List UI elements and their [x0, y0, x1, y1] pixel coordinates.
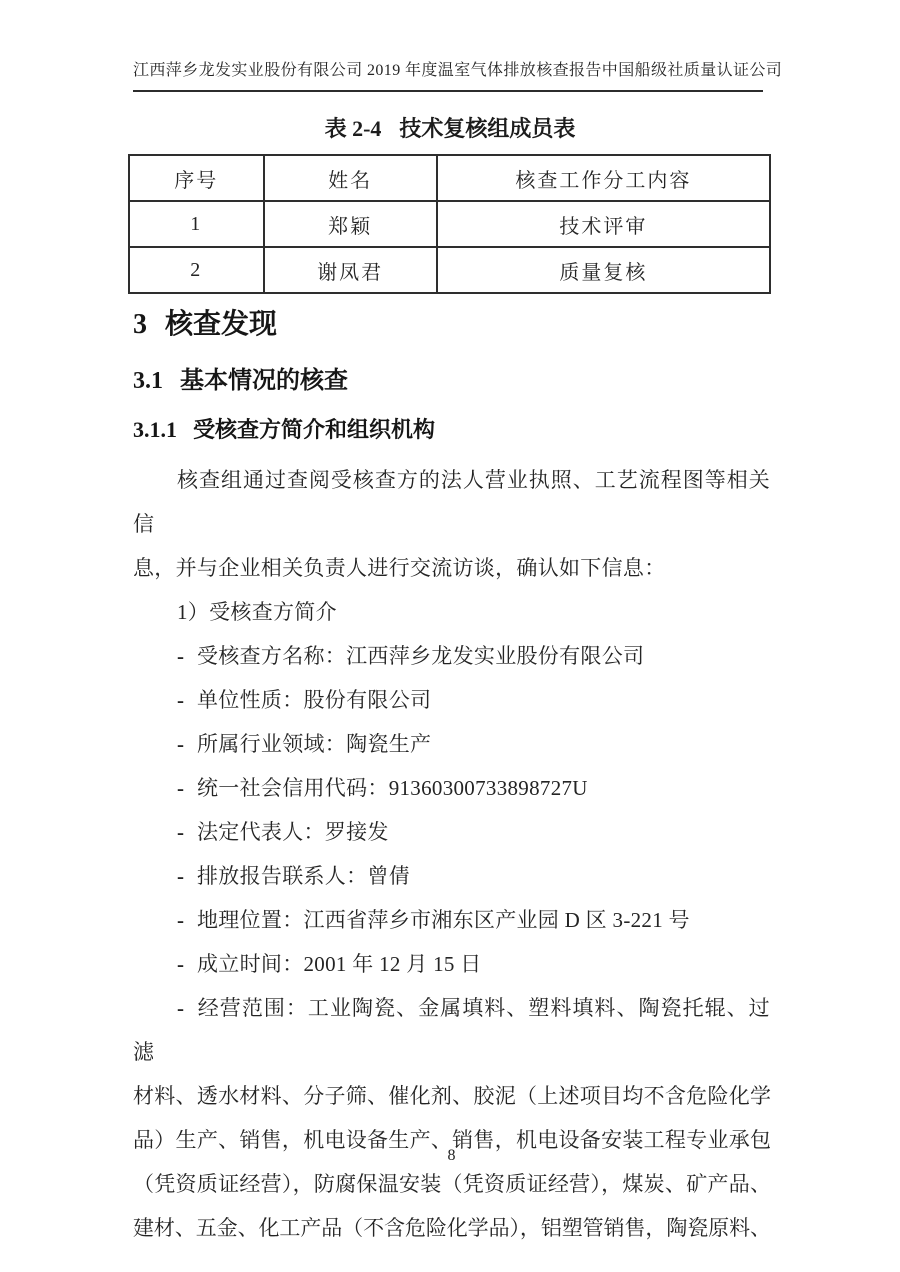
- list-item: - 成立时间：2001 年 12 月 15 日: [133, 942, 770, 986]
- dash-bullet-icon: -: [177, 908, 184, 932]
- paragraph-line: 品）生产、销售，机电设备生产、销售，机电设备安装工程专业承包: [133, 1128, 770, 1152]
- page-number: 8: [447, 1147, 456, 1164]
- list-item: - 经营范围：工业陶瓷、金属填料、塑料填料、陶瓷托辊、过滤: [133, 986, 770, 1074]
- dash-bullet-icon: -: [177, 732, 184, 756]
- cell-role: 技术评审: [437, 201, 770, 247]
- column-header-role: 核查工作分工内容: [437, 155, 770, 201]
- reviewers-table: [128, 154, 771, 294]
- cell-index: 2: [129, 247, 264, 293]
- table-caption-label: 表 2-4: [324, 116, 382, 141]
- list-item: - 所属行业领域：陶瓷生产: [133, 722, 770, 766]
- list-intro-line: 1）受核查方简介: [177, 600, 337, 624]
- table-caption-title: 技术复核组成员表: [399, 116, 576, 141]
- section-heading-3-1-1: [133, 415, 900, 445]
- section-heading-3: [133, 307, 900, 343]
- list-item: - 排放报告联系人：曾倩: [133, 854, 770, 898]
- list-item: - 受核查方名称：江西萍乡龙发实业股份有限公司: [133, 634, 770, 678]
- heading-text: 受核查方简介和组织机构: [193, 417, 436, 442]
- cell-name: 郑颖: [264, 201, 437, 247]
- table-row: [129, 247, 770, 293]
- paragraph-line: （凭资质证经营），防腐保温安装（凭资质证经营），煤炭、矿产品、: [133, 1172, 770, 1196]
- paragraph-line: 材料、透水材料、分子筛、催化剂、胶泥（上述项目均不含危险化学: [133, 1084, 770, 1108]
- heading-text: 基本情况的核查: [180, 368, 348, 394]
- dash-bullet-icon: -: [177, 952, 184, 976]
- paragraph-line: 息，并与企业相关负责人进行交流访谈，确认如下信息：: [133, 556, 666, 580]
- list-item: - 地理位置：江西省萍乡市湘东区产业园 D 区 3-221 号: [133, 898, 770, 942]
- dash-bullet-icon: -: [177, 644, 184, 668]
- dash-bullet-icon: -: [177, 996, 184, 1020]
- paragraph-line: 建材、五金、化工产品（不含危险化学品），铝塑管销售，陶瓷原料、: [133, 1216, 770, 1240]
- paragraph-line: 核查组通过查阅受核查方的法人营业执照、工艺流程图等相关信: [133, 468, 770, 536]
- dash-bullet-icon: -: [177, 688, 184, 712]
- heading-number: 3.1: [133, 368, 163, 394]
- table-caption: [0, 114, 900, 144]
- column-header-index: 序号: [129, 155, 264, 201]
- list-item: - 统一社会信用代码：91360300733898727U: [133, 766, 770, 810]
- heading-text: 核查发现: [165, 309, 278, 340]
- cell-role: 质量复核: [437, 247, 770, 293]
- cell-index: 1: [129, 201, 264, 247]
- running-header-title: 江西萍乡龙发实业股份有限公司 2019 年度温室气体排放核查报告中国船级社质量认证公司: [133, 62, 783, 79]
- body-text: [133, 458, 770, 1250]
- section-heading-3-1: [133, 365, 900, 397]
- dash-bullet-icon: -: [177, 776, 184, 800]
- cell-name: 谢凤君: [264, 247, 437, 293]
- list-item: - 法定代表人：罗接发: [133, 810, 770, 854]
- table-header-row: [129, 155, 770, 201]
- page-header: [133, 0, 783, 92]
- dash-bullet-icon: -: [177, 864, 184, 888]
- heading-number: 3: [133, 309, 147, 340]
- heading-number: 3.1.1: [133, 417, 177, 442]
- table-row: [129, 201, 770, 247]
- column-header-name: 姓名: [264, 155, 437, 201]
- list-item: - 单位性质：股份有限公司: [133, 678, 770, 722]
- dash-bullet-icon: -: [177, 820, 184, 844]
